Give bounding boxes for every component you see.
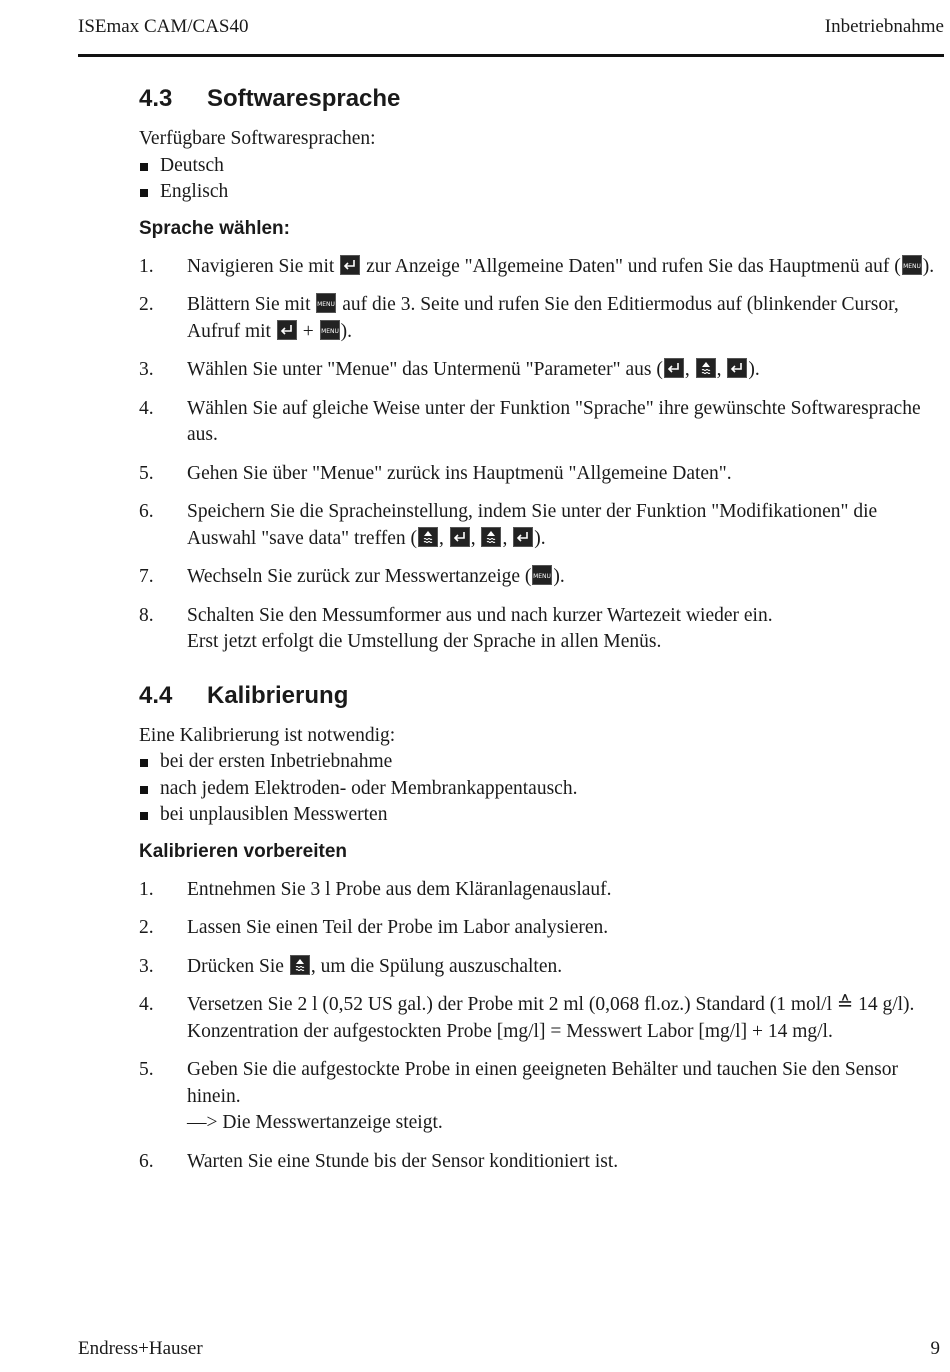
list-item: 6. Warten Sie eine Stunde bis der Sensor konditioniert ist. xyxy=(139,1150,619,1172)
rinse-key-icon xyxy=(290,955,310,975)
menu-key-icon xyxy=(902,255,922,275)
subheading: Kalibrieren vorbereiten xyxy=(139,840,348,862)
menu-key-icon xyxy=(532,565,552,585)
section-intro: Verfügbare Softwaresprachen: xyxy=(139,128,376,149)
calibration-reasons xyxy=(139,749,944,829)
list-item: 3. Wählen Sie unter "Menue" das Untermenü "Parameter" aus ( , , ). xyxy=(139,359,760,380)
list-item: 4. Wählen Sie auf gleiche Weise unter der Funktion "Sprache" ihre gewünschte Softwaresprache aus. xyxy=(139,397,921,445)
rinse-key-icon xyxy=(696,358,716,378)
language-list xyxy=(139,153,944,206)
list-item: 4. Versetzen Sie 2 l (0,52 US gal.) der Probe mit 2 ml (0,068 fl.oz.) Standard (1 mol/l ≙ 14 g/l). Konzentration der aufgestockten Probe [mg/l] = Messwert Labor [mg/l] + 14 mg/l. xyxy=(139,994,915,1042)
page-content xyxy=(139,84,944,1175)
section-intro: Eine Kalibrierung ist notwendig: xyxy=(139,724,396,746)
menu-key-icon xyxy=(316,293,336,313)
page-number: 9 xyxy=(930,1338,940,1359)
svg-text:MENU: MENU xyxy=(317,301,336,308)
list-item: 2. Lassen Sie einen Teil der Probe im Labor analysieren. xyxy=(139,917,609,938)
section-4-3-heading xyxy=(139,84,944,114)
list-item: 2. Blättern Sie mit MENU auf die 3. Seite und rufen Sie den Editiermodus auf (blinkender Cursor, Aufruf mit + MENU ). xyxy=(139,294,899,342)
calibration-steps xyxy=(139,877,944,1176)
list-item: 5. Gehen Sie über "Menue" zurück ins Hauptmenü "Allgemeine Daten". xyxy=(139,462,732,484)
enter-key-icon xyxy=(513,527,533,547)
svg-text:MENU: MENU xyxy=(533,573,552,580)
list-item: 8. Schalten Sie den Messumformer aus und nach kurzer Wartezeit wieder ein. Erst jetzt erfolgt die Umstellung der Sprache in allen Menüs. xyxy=(139,604,773,652)
enter-key-icon xyxy=(277,320,297,340)
section-title: Softwaresprache xyxy=(207,85,401,112)
menu-key-icon xyxy=(320,320,340,340)
section-number: 4.4 xyxy=(139,681,173,709)
list-item: 7. Wechseln Sie zurück zur Messwertanzeige ( MENU ). xyxy=(139,566,565,587)
list-item: 3. Drücken Sie , um die Spülung auszuschalten. xyxy=(139,955,563,977)
header-right: Inbetriebnahme xyxy=(824,16,944,37)
list-item: 1. Navigieren Sie mit zur Anzeige "Allgemeine Daten" und rufen Sie das Hauptmenü auf ( MENU ). xyxy=(139,255,935,277)
list-item: 1. Entnehmen Sie 3 l Probe aus dem Kläranlagenauslauf. xyxy=(139,878,612,900)
svg-text:MENU: MENU xyxy=(320,327,339,335)
section-number: 4.3 xyxy=(139,85,173,112)
list-item: Englisch xyxy=(139,179,944,206)
section-title: Kalibrierung xyxy=(207,681,349,709)
subheading: Sprache wählen: xyxy=(139,217,290,239)
list-item: Deutsch xyxy=(139,153,944,180)
list-item: bei unplausiblen Messwerten xyxy=(139,802,944,829)
rinse-key-icon xyxy=(481,527,501,547)
svg-text:MENU: MENU xyxy=(902,262,921,270)
list-item: bei der ersten Inbetriebnahme xyxy=(139,749,944,776)
list-item: 6. Speichern Sie die Spracheinstellung, indem Sie unter der Funktion "Modifikationen" die Auswahl "save data" treffen ( , , , ). xyxy=(139,501,878,549)
enter-key-icon xyxy=(340,255,360,275)
list-item: nach jedem Elektroden- oder Membrankappentausch. xyxy=(139,776,944,803)
footer-brand: Endress+Hauser xyxy=(78,1338,203,1359)
header-left: ISEmax CAM/CAS40 xyxy=(78,16,249,37)
section-4-4-heading xyxy=(139,681,944,711)
enter-key-icon xyxy=(450,527,470,547)
enter-key-icon xyxy=(727,358,747,378)
rinse-key-icon xyxy=(418,527,438,547)
list-item: 5. Geben Sie die aufgestockte Probe in einen geeigneten Behälter und tauchen Sie den Sensor hinein. —> Die Messwertanzeige steigt. xyxy=(139,1059,898,1133)
language-steps xyxy=(139,254,944,656)
header-rule xyxy=(78,54,944,57)
enter-key-icon xyxy=(664,358,684,378)
